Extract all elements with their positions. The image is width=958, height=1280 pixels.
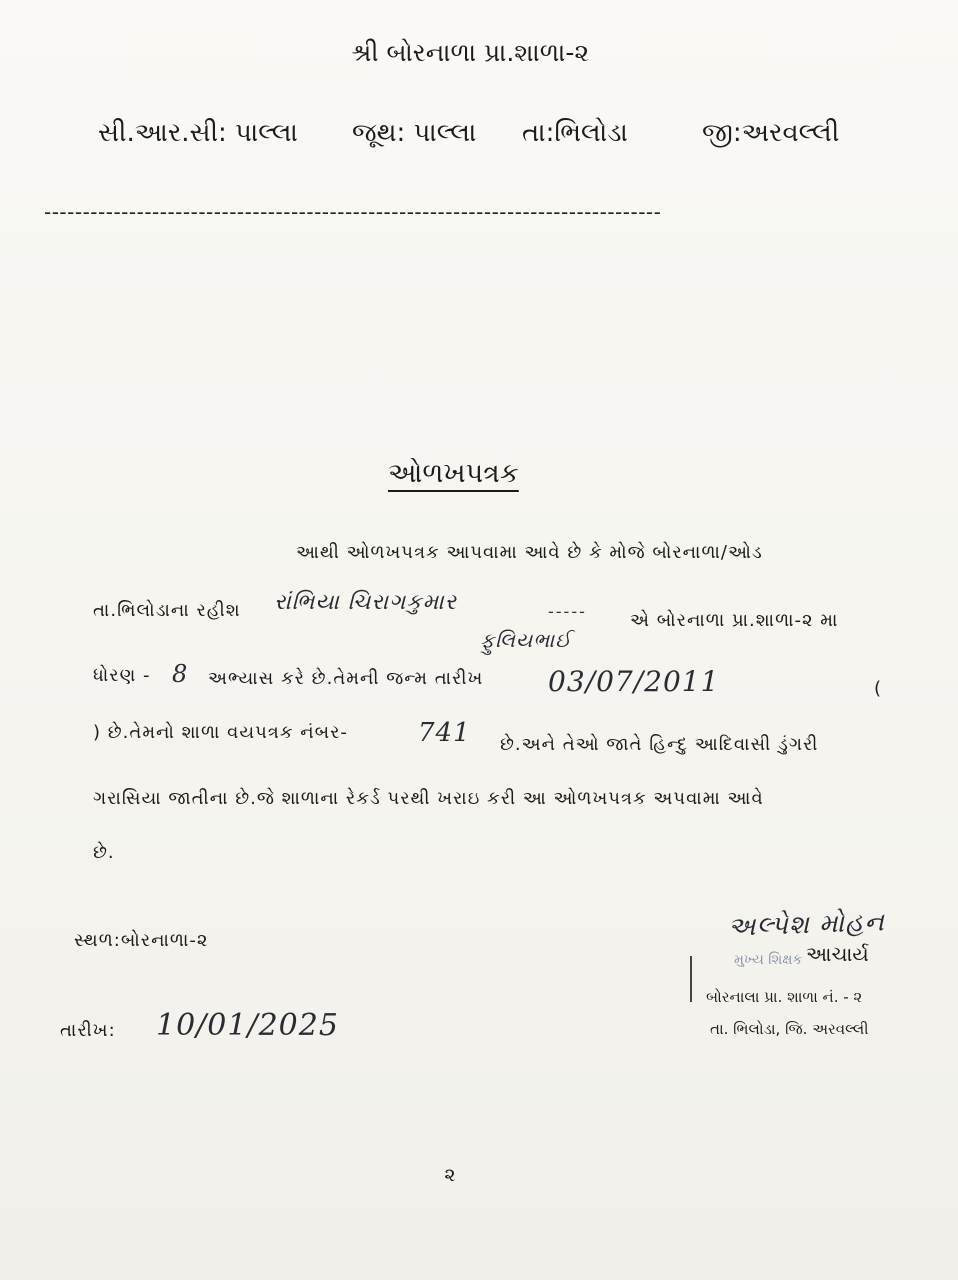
open-paren: ( bbox=[874, 678, 883, 699]
stamp-role: આચાર્ય bbox=[806, 942, 869, 966]
stamp-address: તા. ભિલોડા, જિ. અરવલ્લી bbox=[710, 1020, 869, 1038]
document-heading: ઓળખપત્રક bbox=[388, 458, 519, 489]
register-number-handwritten: 741 bbox=[418, 718, 471, 748]
body-line-5: ગરાસિયા જાતીના છે.જે શાળાના રેકર્ડ પરથી ખરાઇ કરી આ ઓળખપત્રક અપવામા આવે bbox=[93, 788, 764, 809]
body-line-3-middle: અભ્યાસ કરે છે.તેમની જન્મ તારીખ bbox=[208, 668, 484, 689]
body-line-6: છે. bbox=[93, 842, 115, 863]
place-label: સ્થળ:બોરનાળા-૨ bbox=[74, 930, 209, 951]
father-name-handwritten: ફુલિયભાઈ bbox=[480, 628, 572, 652]
crc-label: સી.આર.સી: પાલ્લા bbox=[98, 118, 298, 148]
body-line-2-prefix: તા.ભિલોડાના રહીશ bbox=[93, 600, 241, 621]
signature: અલ્પેશ મોહન bbox=[727, 907, 886, 943]
student-name-handwritten: રાંભિયા ચિરાગકુમાર bbox=[274, 590, 457, 615]
district-label: જી:અરવલ્લી bbox=[702, 118, 840, 148]
body-line-3-prefix: ધોરણ - bbox=[93, 665, 151, 686]
body-line-2-suffix: એ બોરનાળા પ્રા.શાળા-૨ મા bbox=[630, 610, 839, 631]
stamp-faded-text: મુખ્ય શિક્ષક bbox=[734, 952, 803, 968]
stamp-divider bbox=[690, 956, 692, 1002]
dob-handwritten: 03/07/2011 bbox=[548, 665, 720, 698]
school-title: શ્રી બોરનાળા પ્રા.શાળા-૨ bbox=[350, 38, 590, 67]
stamp-school: બોરનાલા પ્રા. શાળા નં. - ૨ bbox=[706, 988, 863, 1006]
body-line-4-suffix: છે.અને તેઓ જાતે હિન્દુ આદિવાસી ડુંગરી bbox=[500, 734, 819, 755]
body-line-4-prefix: ) છે.તેમનો શાળા વયપત્રક નંબર- bbox=[93, 722, 348, 743]
group-label: જૂથ: પાલ્લા bbox=[352, 118, 477, 148]
date-handwritten: 10/01/2025 bbox=[156, 1008, 339, 1043]
header-divider: -------------------------------------------------------------------------------- bbox=[44, 200, 662, 224]
taluka-label: તા:ભિલોડા bbox=[522, 118, 628, 148]
page-number: ૨ bbox=[444, 1164, 456, 1186]
date-label: તારીખ: bbox=[60, 1020, 116, 1041]
name-dashes: ----- bbox=[548, 602, 587, 621]
body-line-1: આથી ઓળખપત્રક આપવામા આવે છે કે મોજે બોરનાળા/ઓડ bbox=[296, 542, 763, 563]
standard-handwritten: 8 bbox=[172, 660, 189, 688]
